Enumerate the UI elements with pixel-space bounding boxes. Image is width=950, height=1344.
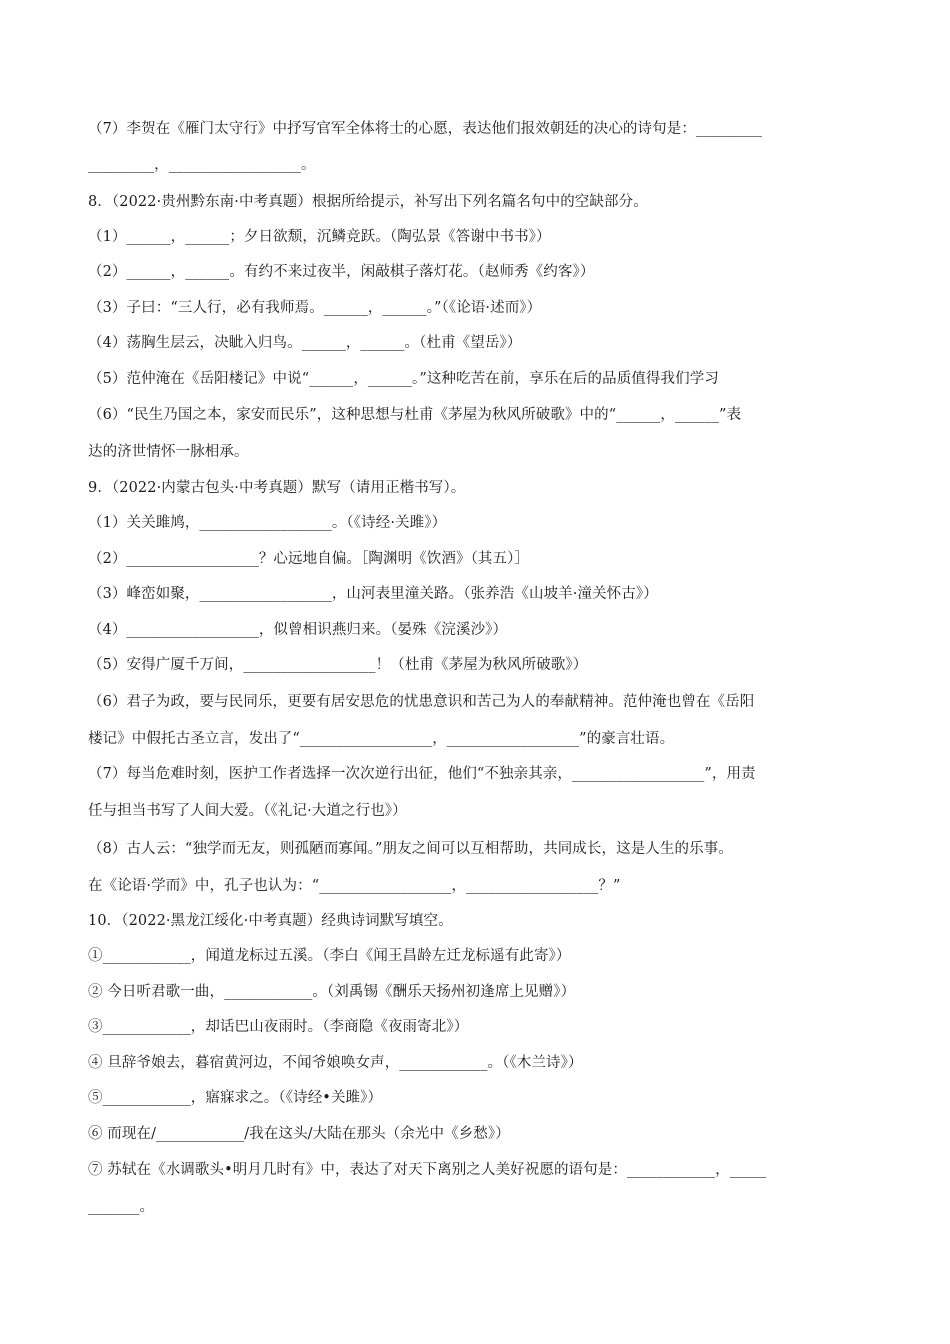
q9-item-4: （4）__________________，似曾相识燕归来。（晏殊《浣溪沙》） bbox=[88, 622, 508, 638]
q9-item-5: （5）安得广厦千万间，__________________！（杜甫《茅屋为秋风所破歌》） bbox=[88, 657, 588, 673]
q9-item-3: （3）峰峦如聚，__________________，山河表里潼关路。（张养浩《山坡羊·潼关怀古》） bbox=[88, 586, 658, 602]
question-8-heading: 8．（2022·贵州黔东南·中考真题）根据所给提示，补写出下列名篇名句中的空缺部分。 bbox=[88, 194, 648, 210]
q10-item-4: ④ 旦辞爷娘去，暮宿黄河边，不闻爷娘唤女声，____________。（《木兰诗》） bbox=[88, 1055, 583, 1071]
q9-item-8-line-1: （8）古人云：“独学而无友，则孤陋而寡闻。”朋友之间可以互相帮助，共同成长，这是人生的乐事。 bbox=[88, 841, 733, 857]
q8-item-2: （2）______，______。有约不来过夜半，闲敲棋子落灯花。（赵师秀《约客》） bbox=[88, 264, 595, 280]
q9-item-2: （2）__________________？心远地自偏。［陶渊明《饮酒》（其五）］ bbox=[88, 551, 530, 567]
q10-item-1: ①____________，闻道龙标过五溪。（李白《闻王昌龄左迁龙标遥有此寄》） bbox=[88, 948, 571, 964]
q10-item-7-line-2: _______。 bbox=[88, 1199, 155, 1215]
q10-item-5: ⑤____________，寤寐求之。（《诗经•关雎》） bbox=[88, 1090, 383, 1106]
q7-prompt-line-1: （7）李贺在《雁门太守行》中抒写官军全体将士的心愿，表达他们报效朝廷的决心的诗句是：_________ bbox=[88, 121, 763, 137]
q8-item-5: （5）范仲淹在《岳阳楼记》中说“______，______。”这种吃苦在前，享乐在后的品质值得我们学习 bbox=[88, 371, 719, 387]
q9-item-1: （1）关关雎鸠，__________________。（《诗经·关雎》） bbox=[88, 515, 447, 531]
question-10-heading: 10．（2022·黑龙江绥化·中考真题）经典诗词默写填空。 bbox=[88, 913, 453, 929]
q8-item-1: （1）______，______；夕日欲颓，沉鳞竞跃。（陶弘景《答谢中书书》） bbox=[88, 229, 551, 245]
q7-prompt-line-2: _________，__________________。 bbox=[88, 157, 316, 173]
q9-item-6-line-2: 楼记》中假托古圣立言，发出了“__________________，__________________”的豪言壮语。 bbox=[88, 731, 675, 747]
q8-item-4: （4）荡胸生层云，决眦入归鸟。______，______。（杜甫《望岳》） bbox=[88, 335, 522, 351]
q9-item-7-line-2: 任与担当书写了人间大爱。（《礼记·大道之行也》） bbox=[88, 803, 407, 819]
q8-item-3: （3）子曰：“三人行，必有我师焉。______，______。”（《论语·述而》） bbox=[88, 300, 542, 316]
question-9-heading: 9．（2022·内蒙古包头·中考真题）默写（请用正楷书写）。 bbox=[88, 480, 466, 496]
q10-item-2: ② 今日听君歌一曲，____________。（刘禹锡《酬乐天扬州初逢席上见赠》） bbox=[88, 984, 576, 1000]
q8-item-6-line-1: （6）“民生乃国之本，家安而民乐”，这种思想与杜甫《茅屋为秋风所破歌》中的“______，______”表 bbox=[88, 407, 742, 423]
q9-item-8-line-2: 在《论语·学而》中，孔子也认为：“__________________，__________________？” bbox=[88, 878, 621, 894]
q10-item-7-line-1: ⑦ 苏轼在《水调歌头•明月几时有》中，表达了对天下离别之人美好祝愿的语句是：____________，_____ bbox=[88, 1162, 767, 1178]
q9-item-7-line-1: （7）每当危难时刻，医护工作者选择一次次逆行出征，他们“不独亲其亲，__________________”，用责 bbox=[88, 766, 756, 782]
q8-item-6-line-2: 达的济世情怀一脉相承。 bbox=[88, 444, 249, 460]
q10-item-6: ⑥ 而现在/____________/我在这头/大陆在那头（余光中《乡愁》） bbox=[88, 1126, 510, 1142]
q10-item-3: ③____________，却话巴山夜雨时。（李商隐《夜雨寄北》） bbox=[88, 1019, 469, 1035]
q9-item-6-line-1: （6）君子为政，要与民同乐，更要有居安思危的忧患意识和苦己为人的奉献精神。范仲淹也曾在《岳阳 bbox=[88, 694, 755, 710]
